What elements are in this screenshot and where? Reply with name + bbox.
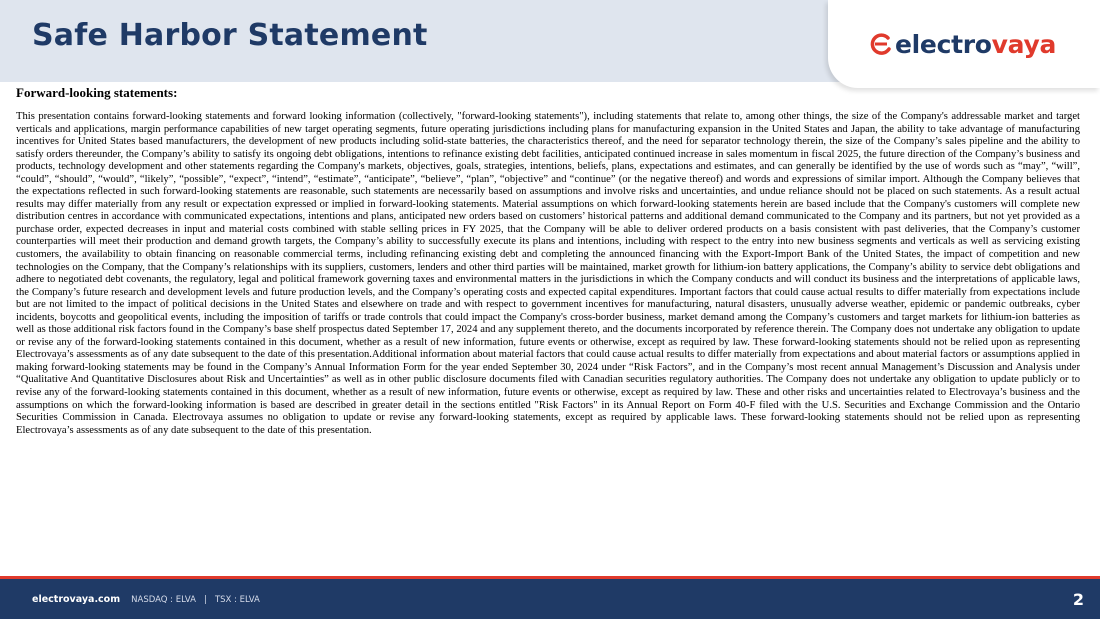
footer-info <box>32 594 260 605</box>
company-logo <box>868 26 1056 62</box>
disclaimer-paragraph: This presentation contains forward-looking statements and forward looking information (collectively, "forward-looking statements"), including statements that relate to, among other things, the size of the Company's addressable market and target verticals and applications, margin performance capabilities of new target operating segments, future operating jurisdictions including plans for manufacturing expansion in the United States and Japan, the ability to take advantage of manufacturing incentives for United States based manufacturers, the development of new products including solid-state batteries, the characteristics thereof, and the need for separator technology therein, the size of the Company’s sales pipeline and the ability to satisfy orders thereunder, the Company’s ability to satisfy its ongoing debt obligations, intentions to refinance existing debt facilities, anticipated continued increase in sales momentum in fiscal 2025, the future direction of the Company’s business and products, technology development and other statements regarding the Company's markets, objectives, goals, strategies, intentions, beliefs, plans, expectations and estimates, and can generally be identified by the use of words such as “may”, “will”, “could”, “should”, “would”, “likely”, “possible”, “expect”, “intend”, “estimate”, “anticipate”, “believe”, “plan”, “objective” and “continue” (or the negative thereof) and words and expressions of similar import. Although the Company believes that the expectations reflected in such forward-looking statements are reasonable, such statements are necessarily based on assumptions and involve risks and uncertainties, and undue reliance should not be placed on such statements. As a result actual results may differ materially from any result or expectation expressed or implied in forward-looking statements. Material assumptions on which forward-looking statements herein are based include that the Company's customers will complete new distribution centres in accordance with communicated expectations, intentions and plans, anticipated new orders based on customers’ historical patterns and additional demand communicated to the Company and its partners, but not yet provided as a purchase order, expected decreases in input and material costs combined with stable selling prices in FY 2025, that the Company will be able to deliver ordered products on a basis consistent with past deliveries, that the Company’s customer counterparties will meet their production and demand growth targets, the Company’s ability to successfully execute its plans and intentions, including with respect to the entry into new business segments and verticals as well as servicing existing customers, the availability to obtain financing on reasonable commercial terms, including refinancing existing debt and completing the announced financing with the Export-Import Bank of the United States, the impact of competition and new technologies on the Company, that the Company’s relationships with its suppliers, customers, lenders and other third parties will be maintained, market growth for lithium-ion battery applications, the Company’s ability to service debt obligations and adhere to negotiated debt covenants, the regulatory, legal and political framework governing taxes and environmental matters in the jurisdictions in which the Company conducts and will conduct its business and the interpretations of applicable laws, the Company’s future research and development levels and future production levels, and the Company’s operating costs and expected capital expenditures. Important factors that could cause actual results to differ materially from expectations include but are not limited to the impact of political decisions in the United States and elsewhere on trade and with respect to government incentives for manufacturing, natural disasters, unusually adverse weather, epidemic or pandemic outbreaks, cyber incidents, boycotts and geopolitical events, including the imposition of tariffs or trade controls that could impact the Company's cross-border business, market demand among the Company’s customers and target markets for lithium-ion batteries as well as those additional risk factors found in the Company’s base shelf prospectus dated September 17, 2024 and any supplement thereto, and the documents incorporated by reference therein. The Company does not undertake any obligation to update or revise any of the forward-looking statements contained in this document, whether as a result of new information, future events or otherwise, except as required by law. These forward-looking statements should not be relied upon as representing Electrovaya’s assessments as of any date subsequent to the date of this presentation.Additional information about material factors that could cause actual results to differ materially from expectations and about material factors or assumptions applied in making forward-looking statements may be found in the Company’s Annual Information Form for the year ended September 30, 2024 under “Risk Factors”, and in the Company’s most recent annual Management’s Discussion and Analysis under “Qualitative And Quantitative Disclosures about Risk and Uncertainties” as well as in other public disclosure documents filed with Canadian securities regulatory authorities. The Company does not undertake any obligation to update publicly or to revise any of the forward-looking statements contained in this document, whether as a result of new information, future events or otherwise, except as required by law. These and other risks and uncertainties related to Electrovaya’s business and the assumptions on which the forward-looking information is based are described in greater detail in the sections entitled "Risk Factors" in its Annual Report on Form 40-F filed with the U.S. Securities and Exchange Commission and the Ontario Securities Commission in Canada. Electrovaya assumes no obligation to update or revise any forward-looking statements, except as required by applicable laws. These forward-looking statements should not be relied upon as representing Electrovaya’s assessments as of any date subsequent to the date of this presentation. <box>16 111 1080 436</box>
main-content <box>16 82 1080 437</box>
nasdaq-ticker: NASDAQ : ELVA <box>131 595 196 605</box>
ticker-separator: | <box>204 595 207 605</box>
tsx-ticker: TSX : ELVA <box>214 595 260 605</box>
page-number: 2 <box>1072 590 1084 609</box>
logo-container <box>828 0 1100 88</box>
footer-bar <box>0 579 1100 619</box>
logo-wordmark: electrovaya <box>895 29 1057 59</box>
section-subheading: Forward-looking statements: <box>16 85 178 100</box>
page-title: Safe Harbor Statement <box>32 18 428 53</box>
website-link[interactable]: electrovaya.com <box>32 594 121 605</box>
electrovaya-e-icon <box>868 31 894 57</box>
